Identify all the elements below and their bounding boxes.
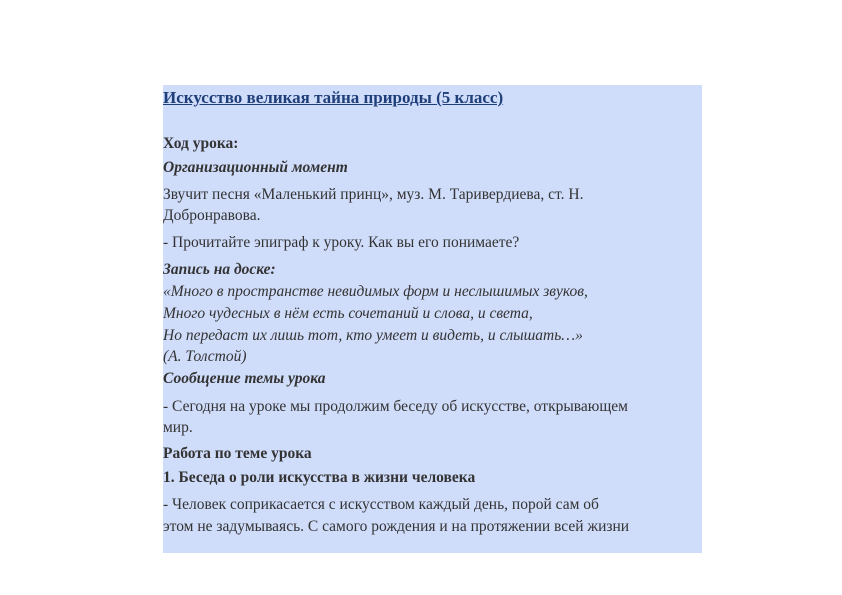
song-text-line-2: Добронравова.: [163, 207, 261, 224]
topic-message-heading: Сообщение темы урока: [163, 370, 326, 387]
section-1-text-line-1: - Человек соприкасается с искусством каждый день, порой сам об: [163, 496, 599, 513]
work-heading: Работа по теме урока: [163, 445, 312, 462]
org-moment-heading: Организационный момент: [163, 159, 348, 176]
section-1-heading: 1. Беседа о роли искусства в жизни человека: [163, 469, 476, 486]
lesson-flow-heading: Ход урока:: [163, 135, 239, 152]
document-panel: [163, 85, 702, 553]
board-note-heading: Запись на доске:: [163, 261, 276, 278]
document-title: Искусство великая тайна природы (5 класс): [163, 88, 504, 107]
topic-text-line-1: - Сегодня на уроке мы продолжим беседу об искусстве, открывающем: [163, 398, 628, 415]
quote-line-3: Но передаст их лишь тот, кто умеет и видеть, и слышать…»: [163, 327, 583, 344]
quote-line-1: «Много в пространстве невидимых форм и неслышимых звуков,: [163, 283, 588, 300]
epigraph-question: - Прочитайте эпиграф к уроку. Как вы его понимаете?: [163, 234, 520, 251]
song-text-line-1: Звучит песня «Маленький принц», муз. М. Таривердиева, ст. Н.: [163, 186, 584, 203]
quote-author: (А. Толстой): [163, 348, 247, 365]
topic-text-line-2: мир.: [163, 419, 193, 436]
quote-line-2: Много чудесных в нём есть сочетаний и слова, и света,: [163, 305, 533, 322]
section-1-text-line-2: этом не задумываясь. С самого рождения и на протяжении всей жизни: [163, 518, 630, 535]
